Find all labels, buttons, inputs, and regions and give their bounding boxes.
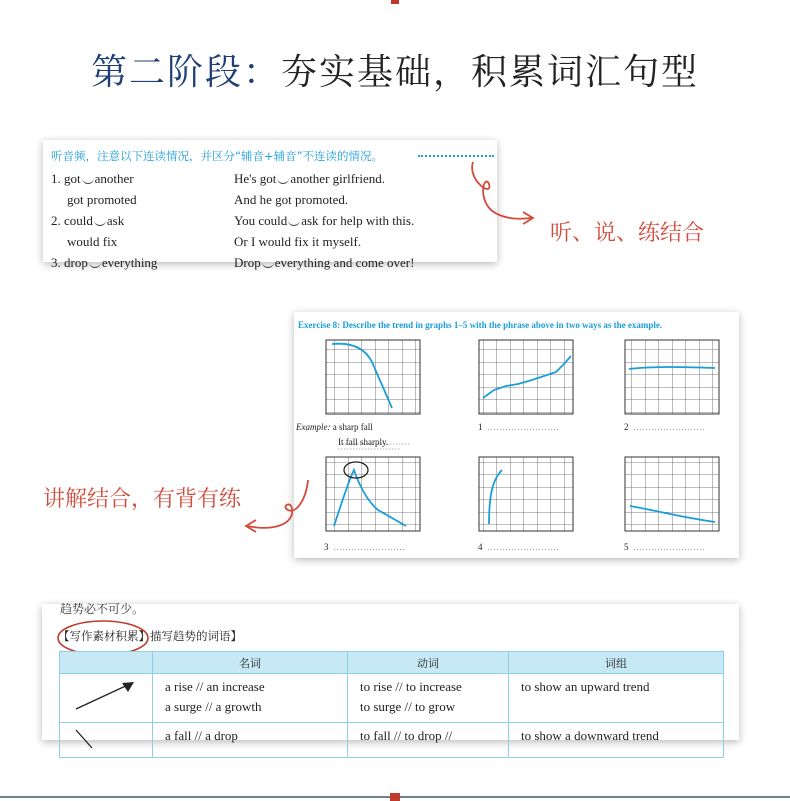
graph-3 [326, 457, 420, 531]
liaison-mark [262, 261, 274, 268]
exercise-title: Exercise 8: Describe the trend in graphs 1–5 with the phrase above in two ways as the example. [298, 320, 663, 330]
vocab-table [59, 651, 724, 758]
list-item [51, 171, 134, 187]
liaison-mark [89, 261, 101, 268]
answer-2: 2 …………………… [624, 422, 705, 432]
phrase-word: ask [106, 213, 125, 228]
example-label: Example: a sharp fall [296, 422, 373, 432]
phrase-word: everything [101, 255, 158, 270]
sentence-part: ask for help with this. [301, 213, 415, 228]
sentence-part: He's got [234, 171, 277, 186]
liaison-mark [94, 219, 106, 226]
graph-example [326, 340, 420, 414]
downward-arrow-icon [60, 723, 153, 758]
answer-5: 5 …………………… [624, 542, 705, 552]
curved-arrow-icon [465, 150, 545, 230]
answer-1: 1 …………………… [478, 422, 559, 432]
phrase-word: another [94, 171, 134, 186]
liaison-mark [288, 219, 300, 226]
title-stage: 第二阶段： [90, 52, 281, 93]
example-sentence: It fall sharply. [338, 437, 389, 447]
trend-graphs [294, 312, 739, 558]
graph-5 [625, 457, 719, 531]
upward-arrow-icon [60, 674, 153, 723]
bottom-marker [390, 793, 400, 801]
sentence-part: another girlfriend. [290, 171, 385, 186]
cut-off-text: 趋势必不可少。 [60, 602, 145, 616]
vocab-card [42, 602, 739, 743]
example-phrase: a sharp fall [332, 422, 373, 432]
answer-3: 3 …………………… [324, 542, 405, 552]
list-item [234, 171, 385, 187]
table-row [60, 723, 724, 758]
list-item [234, 255, 414, 271]
phrase-text: would fix [67, 234, 118, 249]
graph-4 [479, 457, 573, 531]
top-marker [391, 0, 399, 4]
exercise-card [294, 312, 739, 558]
graph-1 [479, 340, 573, 414]
phrase-word: drop [64, 255, 88, 270]
header-phrase: 词组 [509, 652, 724, 674]
header-verb: 动词 [348, 652, 509, 674]
listening-card [43, 140, 497, 270]
phrase-cell: to show a downward trend [509, 723, 724, 758]
noun-cell: a fall // a drop [153, 723, 348, 758]
sentence-text: Or I would fix it myself. [234, 234, 362, 249]
phrase-text: got promoted [67, 192, 137, 207]
vocab-heading: 【写作素材积累】描写趋势的词语】 [58, 629, 242, 643]
table-header [60, 652, 724, 674]
noun-cell: a rise // an increase a surge // a growth [153, 674, 348, 723]
sentence-part: Drop [234, 255, 261, 270]
header-noun: 名词 [153, 652, 348, 674]
curved-arrow-icon [236, 470, 316, 540]
list-item [234, 213, 414, 229]
phrase-cell: to show an upward trend [509, 674, 724, 723]
verb-cell: to rise // to increase to surge // to grow [348, 674, 509, 723]
phrase-word: could [64, 213, 93, 228]
table-row [60, 674, 724, 723]
liaison-mark [277, 177, 289, 184]
page-title [0, 44, 790, 95]
annotation-listen: 听、说、练结合 [550, 221, 705, 246]
answer-4: 4 …………………… [478, 542, 559, 552]
sentence-text: And he got promoted. [234, 192, 349, 207]
phrase-word: got [64, 171, 81, 186]
liaison-mark [82, 177, 94, 184]
graph-2 [625, 340, 719, 414]
item-number: 3. [51, 255, 61, 270]
sentence-part: everything and come over! [274, 255, 415, 270]
annotation-explain: 讲解结合，有背有练 [43, 487, 242, 512]
list-item [51, 213, 124, 229]
verb-cell: to fall // to drop // [348, 723, 509, 758]
item-number: 1. [51, 171, 61, 186]
header-icon-col [60, 652, 153, 674]
title-subtitle: 夯实基础，积累词汇句型 [281, 52, 700, 93]
listening-instruction: 听音频，注意以下连读情况，并区分“辅音+辅音”不连读的情况。 [51, 149, 384, 163]
item-number: 2. [51, 213, 61, 228]
list-item [51, 255, 157, 271]
sentence-part: You could [234, 213, 288, 228]
